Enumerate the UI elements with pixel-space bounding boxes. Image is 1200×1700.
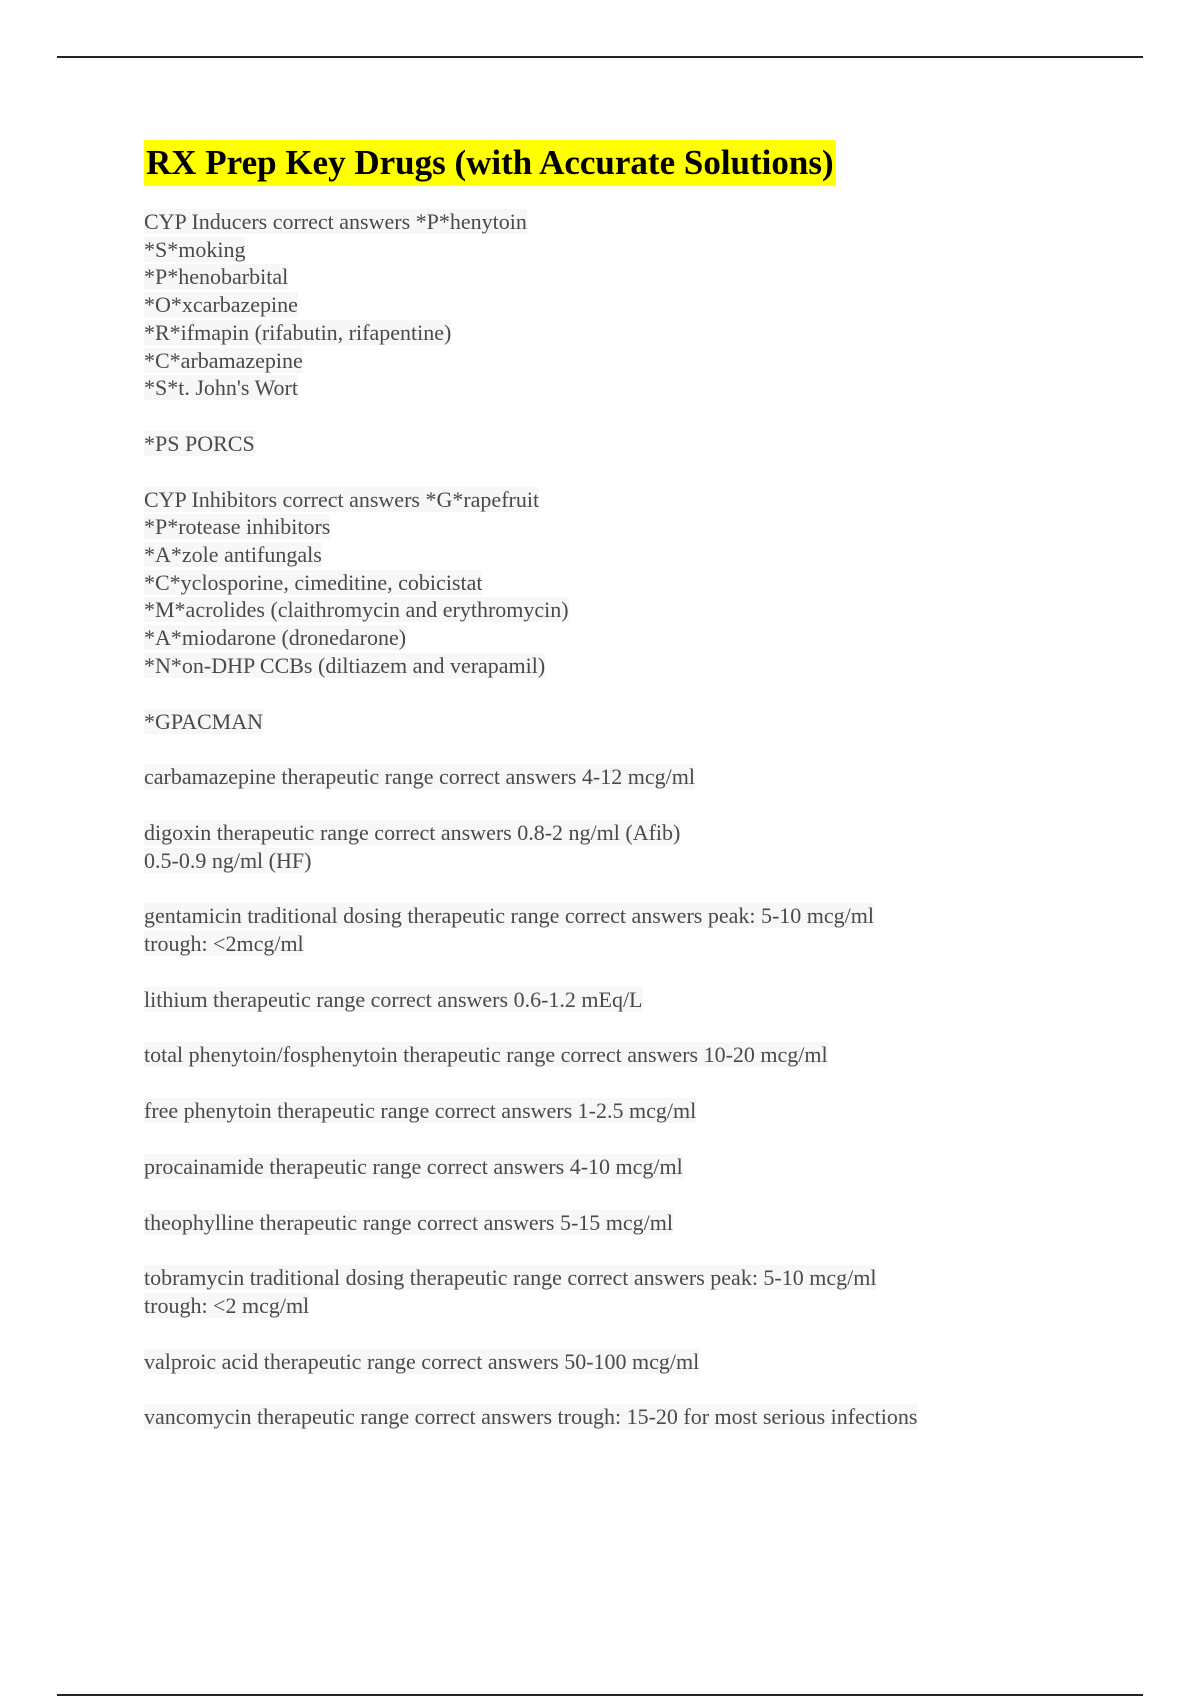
text-line: *P*rotease inhibitors	[144, 514, 331, 540]
qa-block-free-phenytoin	[144, 1097, 1064, 1125]
text-line: *A*miodarone (dronedarone)	[144, 625, 407, 651]
text-line: *GPACMAN	[144, 708, 264, 734]
qa-block-lithium	[144, 986, 1064, 1014]
qa-block-gentamicin	[144, 902, 1064, 957]
qa-block-digoxin	[144, 819, 1064, 874]
qa-block-theophylline	[144, 1209, 1064, 1237]
text-line: digoxin therapeutic range correct answers 0.8-2 ng/ml (Afib)	[144, 819, 681, 845]
text-line: free phenytoin therapeutic range correct answers 1-2.5 mcg/ml	[144, 1098, 697, 1124]
text-line: trough: <2mcg/ml	[144, 931, 304, 957]
qa-block-cyp-inducers	[144, 208, 1064, 402]
qa-block-valproic-acid	[144, 1348, 1064, 1376]
text-line: trough: <2 mcg/ml	[144, 1292, 310, 1318]
text-line: CYP Inhibitors correct answers *G*rapefruit	[144, 486, 540, 512]
document-title: RX Prep Key Drugs (with Accurate Solutions)	[144, 140, 836, 186]
text-line: *O*xcarbazepine	[144, 292, 298, 318]
footer-rule	[57, 1694, 1143, 1696]
text-line: CYP Inducers correct answers *P*henytoin	[144, 209, 527, 234]
qa-block-cyp-inhibitors	[144, 486, 1064, 680]
text-line: procainamide therapeutic range correct answers 4-10 mcg/ml	[144, 1153, 683, 1179]
text-line: tobramycin traditional dosing therapeutic range correct answers peak: 5-10 mcg/ml	[144, 1265, 877, 1291]
text-line: vancomycin therapeutic range correct answers trough: 15-20 for most serious infections	[144, 1404, 918, 1430]
text-line: *R*ifmapin (rifabutin, rifapentine)	[144, 319, 452, 345]
text-line: *S*moking	[144, 236, 246, 262]
text-line: lithium therapeutic range correct answers 0.6-1.2 mEq/L	[144, 986, 643, 1012]
text-line: *S*t. John's Wort	[144, 375, 298, 401]
mnemonic-ps-porcs	[144, 430, 1064, 458]
text-line: *M*acrolides (claithromycin and erythromycin)	[144, 597, 569, 623]
text-line: theophylline therapeutic range correct answers 5-15 mcg/ml	[144, 1209, 674, 1235]
text-line: *C*yclosporine, cimeditine, cobicistat	[144, 569, 483, 595]
text-line: *PS PORCS	[144, 430, 255, 456]
qa-block-vancomycin	[144, 1403, 1064, 1431]
text-line: *N*on-DHP CCBs (diltiazem and verapamil)	[144, 652, 546, 678]
text-line: *P*henobarbital	[144, 264, 289, 290]
text-line: 0.5-0.9 ng/ml (HF)	[144, 847, 312, 873]
mnemonic-gpacman	[144, 708, 1064, 736]
text-line: gentamicin traditional dosing therapeutic range correct answers peak: 5-10 mcg/ml	[144, 903, 875, 929]
document-body	[144, 140, 1064, 1459]
text-line: total phenytoin/fosphenytoin therapeutic range correct answers 10-20 mcg/ml	[144, 1042, 828, 1068]
text-line: carbamazepine therapeutic range correct answers 4-12 mcg/ml	[144, 764, 695, 790]
text-line: *A*zole antifungals	[144, 542, 322, 568]
text-line: *C*arbamazepine	[144, 347, 303, 373]
qa-block-carbamazepine	[144, 763, 1064, 791]
text-line: valproic acid therapeutic range correct answers 50-100 mcg/ml	[144, 1348, 700, 1374]
header-rule	[57, 56, 1143, 58]
qa-block-procainamide	[144, 1153, 1064, 1181]
qa-blocks	[144, 208, 1064, 1431]
qa-block-tobramycin	[144, 1264, 1064, 1319]
qa-block-total-phenytoin	[144, 1041, 1064, 1069]
